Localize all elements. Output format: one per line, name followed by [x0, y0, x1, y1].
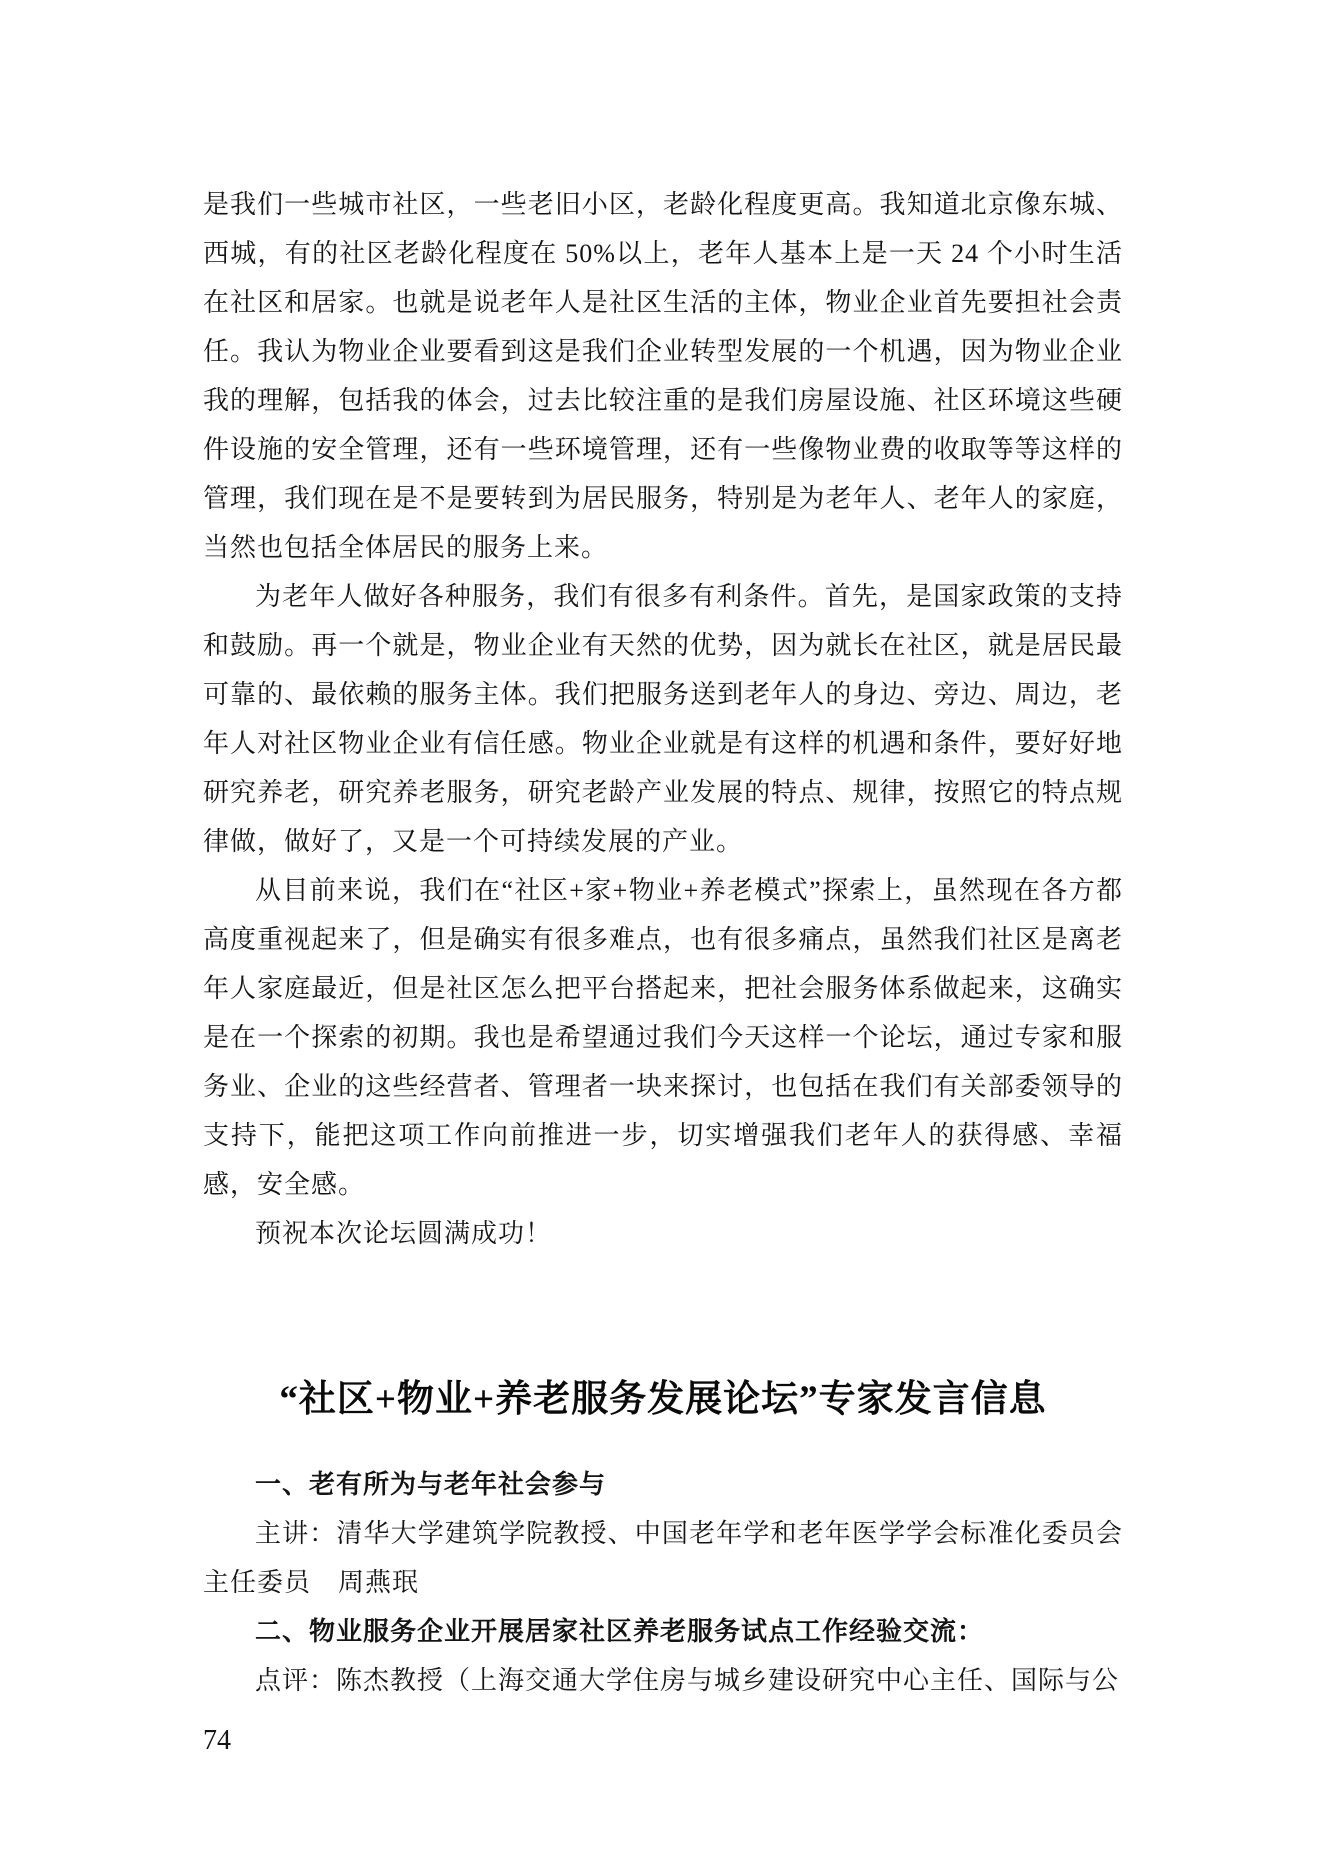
closing-line: 预祝本次论坛圆满成功！	[255, 1219, 553, 1248]
page-content	[203, 180, 1123, 1705]
agenda-item-1-speaker: 主讲：清华大学建筑学院教授、中国老年学和老年医学学会标准化委员会主任委员 周燕珉	[203, 1519, 1123, 1597]
section-title: “社区+物业+养老服务发展论坛”专家发言信息	[279, 1379, 1047, 1420]
body-paragraph-continued: 是我们一些城市社区，一些老旧小区，老龄化程度更高。我知道北京像东城、西城，有的社区老龄化程度在 50%以上，老年人基本上是一天 24 个小时生活在社区和居家。也就是说老年人是社区生活的主体，物业企业首先要担社会责任。我认为物业企业要看到这是我们企业转型发展的一个机遇，因为物业企业我的理解，包括我的体会，过去比较注重的是我们房屋设施、社区环境这些硬件设施的安全管理，还有一些环境管理，还有一些像物业费的收取等等这样的管理，我们现在是不是要转到为居民服务，特别是为老年人、老年人的家庭，当然也包括全体居民的服务上来。	[203, 190, 1123, 562]
agenda-item-1-heading: 一、老有所为与老年社会参与	[255, 1470, 607, 1499]
body-paragraph: 为老年人做好各种服务，我们有很多有利条件。首先，是国家政策的支持和鼓励。再一个就是，物业企业有天然的优势，因为就长在社区，就是居民最可靠的、最依赖的服务主体。我们把服务送到老年人的身边、旁边、周边，老年人对社区物业企业有信任感。物业企业就是有这样的机遇和条件，要好好地研究养老，研究养老服务，研究老龄产业发展的特点、规律，按照它的特点规律做，做好了，又是一个可持续发展的产业。	[203, 582, 1123, 856]
agenda-item-2-reviewer: 点评：陈杰教授（上海交通大学住房与城乡建设研究中心主任、国际与公	[255, 1666, 1120, 1695]
body-paragraph: 从目前来说，我们在“社区+家+物业+养老模式”探索上，虽然现在各方都高度重视起来了，但是确实有很多难点，也有很多痛点，虽然我们社区是离老年人家庭最近，但是社区怎么把平台搭起来，把社会服务体系做起来，这确实是在一个探索的初期。我也是希望通过我们今天这样一个论坛，通过专家和服务业、企业的这些经营者、管理者一块来探讨，也包括在我们有关部委领导的支持下，能把这项工作向前推进一步，切实增强我们老年人的获得感、幸福感，安全感。	[203, 876, 1123, 1199]
agenda-item-2-heading: 二、物业服务企业开展居家社区养老服务试点工作经验交流：	[255, 1617, 985, 1646]
page-number: 74	[203, 1725, 231, 1756]
